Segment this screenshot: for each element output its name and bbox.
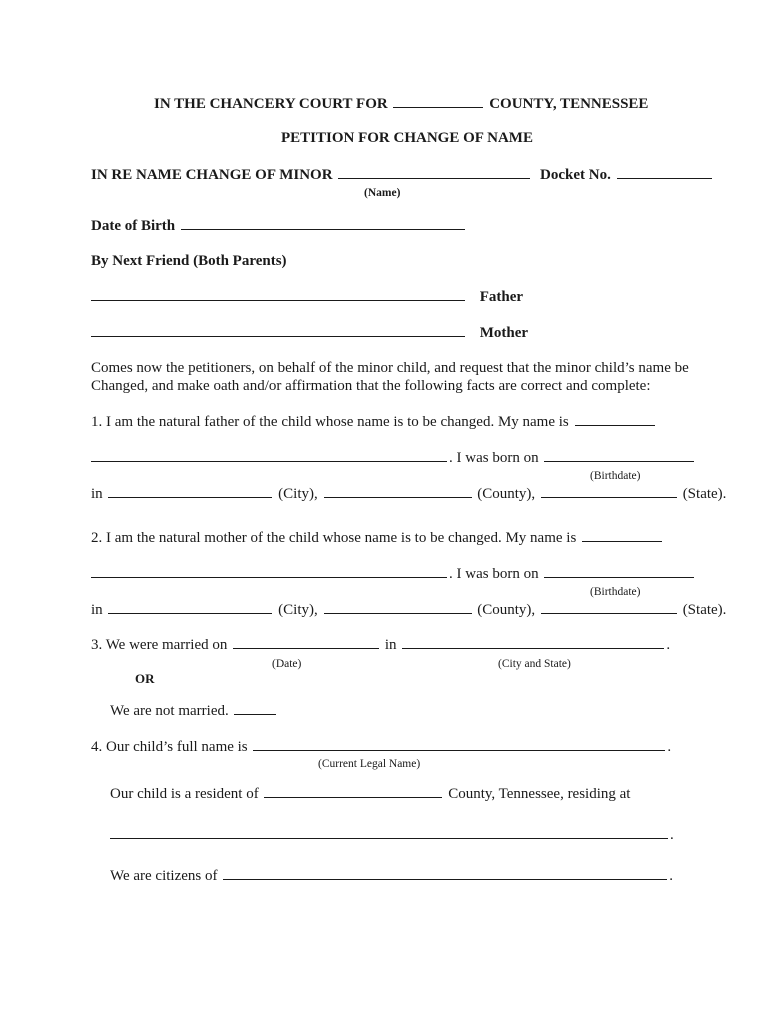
page-title: PETITION FOR CHANGE OF NAME [281, 130, 533, 146]
marriage-date-hint: (Date) [272, 658, 302, 670]
item1-line [91, 412, 657, 431]
resident-suffix: County, Tennessee, residing at [448, 786, 631, 802]
minor-name-blank[interactable] [338, 165, 530, 179]
next-friend-label: By Next Friend (Both Parents) [91, 253, 287, 269]
docket-label: Docket No. [540, 167, 611, 183]
item4-text: 4. Our child’s full name is [91, 739, 248, 755]
item4-line [91, 737, 671, 756]
father-city-field[interactable] [108, 484, 272, 498]
court-suffix: COUNTY, TENNESSEE [489, 96, 649, 112]
citizens-end: . [669, 868, 673, 884]
mother-county-field[interactable] [324, 600, 472, 614]
item3-text: 3. We were married on [91, 637, 228, 653]
marriage-place-hint: (City and State) [498, 658, 571, 670]
item1-place-line [91, 484, 726, 503]
father-line [91, 287, 523, 306]
resident-line [110, 784, 630, 803]
item1-birthdate-hint: (Birthdate) [590, 470, 641, 482]
dob-label: Date of Birth [91, 218, 176, 234]
marriage-place-field[interactable] [402, 635, 664, 649]
item2-text: 2. I am the natural mother of the child whose name is to be changed. My name is [91, 530, 577, 546]
item1-city: (City), [278, 486, 318, 502]
father-county-field[interactable] [324, 484, 472, 498]
legal-name-hint: (Current Legal Name) [318, 758, 421, 770]
mother-line [91, 323, 528, 342]
name-hint: (Name) [364, 187, 401, 199]
intro-line-2: Changed, and make oath and/or affirmation that the following facts are correct and complete: [91, 378, 651, 394]
marriage-date-field[interactable] [233, 635, 379, 649]
mother-city-field[interactable] [108, 600, 272, 614]
item3-in: in [384, 637, 397, 653]
county-blank[interactable] [393, 94, 483, 108]
item3-end: . [666, 637, 671, 653]
father-state-field[interactable] [541, 484, 677, 498]
residence-address-field[interactable] [110, 825, 668, 839]
item1-state: (State). [682, 486, 727, 502]
resident-county-field[interactable] [264, 784, 442, 798]
mother-state-field[interactable] [541, 600, 677, 614]
court-heading [154, 94, 648, 113]
mother-label: Mother [479, 325, 529, 341]
court-prefix: IN THE CHANCERY COURT FOR [154, 96, 388, 112]
item4-end: . [667, 739, 672, 755]
item1-born-text: . I was born on [449, 450, 539, 466]
item1-in: in [91, 486, 103, 502]
resident-prefix: Our child is a resident of [110, 786, 259, 802]
not-married-field[interactable] [234, 701, 276, 715]
item2-line [91, 528, 664, 547]
or-label: OR [135, 671, 155, 686]
dob-line [91, 216, 467, 235]
mother-name-continued-field[interactable] [91, 564, 447, 578]
item2-state: (State). [682, 602, 727, 618]
item2-birthdate-hint: (Birthdate) [590, 586, 641, 598]
item3-line [91, 635, 670, 654]
dob-blank[interactable] [181, 216, 465, 230]
mother-name-blank[interactable] [91, 323, 465, 337]
item1-county: (County), [477, 486, 536, 502]
father-name-blank[interactable] [91, 287, 465, 301]
citizens-text: We are citizens of [110, 868, 218, 884]
item2-city: (City), [278, 602, 318, 618]
address-line [110, 825, 674, 844]
mother-birthdate-field[interactable] [544, 564, 694, 578]
mother-name-field[interactable] [582, 528, 662, 542]
item1-born-line [91, 448, 696, 467]
father-name-continued-field[interactable] [91, 448, 447, 462]
in-re-line [91, 165, 714, 184]
father-name-field[interactable] [575, 412, 655, 426]
citizens-line [110, 866, 673, 885]
child-full-name-field[interactable] [253, 737, 665, 751]
not-married-line [110, 701, 278, 720]
father-label: Father [479, 289, 524, 305]
in-re-label: IN RE NAME CHANGE OF MINOR [91, 167, 333, 183]
item2-in: in [91, 602, 103, 618]
father-birthdate-field[interactable] [544, 448, 694, 462]
item2-county: (County), [477, 602, 536, 618]
item2-born-text: . I was born on [449, 566, 539, 582]
intro-line-1: Comes now the petitioners, on behalf of the minor child, and request that the minor child’s name be [91, 360, 689, 376]
address-end: . [670, 827, 674, 843]
item2-born-line [91, 564, 696, 583]
item1-text: 1. I am the natural father of the child whose name is to be changed. My name is [91, 414, 569, 430]
item2-place-line [91, 600, 726, 619]
docket-number-blank[interactable] [617, 165, 712, 179]
not-married-text: We are not married. [110, 703, 229, 719]
citizenship-field[interactable] [223, 866, 667, 880]
